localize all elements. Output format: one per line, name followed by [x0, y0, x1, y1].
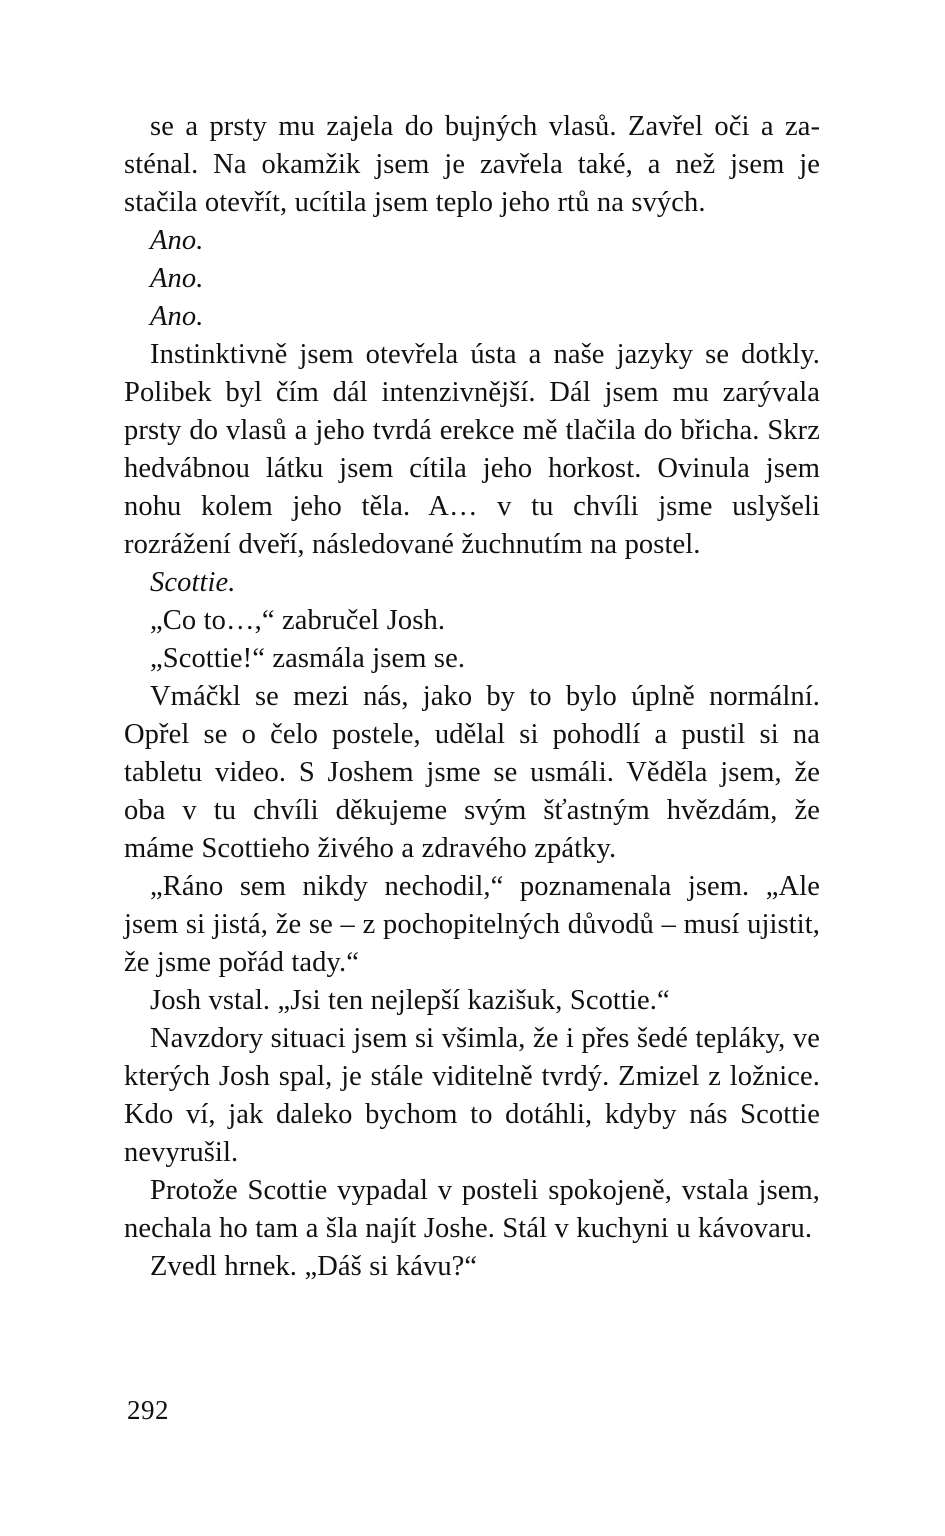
- paragraph: Vmáčkl se mezi nás, jako by to bylo úplně normální. Opřel se o čelo postele, udělal si pohodlí a pustil si na tabletu video. S Joshem jsme se usmáli. Věděla jsem, že oba v tu chvíli děkujeme svým šťastným hvězdám, že máme Scottieho živého a zdravého zpátky.: [124, 681, 820, 864]
- paragraph: Ano.: [150, 263, 204, 294]
- paragraph: „Scottie!“ zasmála jsem se.: [150, 643, 466, 674]
- paragraph: se a prsty mu zajela do bujných vlasů. Zavřel oči a zasténal. Na okamžik jsem je zavřela také, a než jsem je stačila otevřít, ucítila jsem teplo jeho rtů na svých.: [124, 111, 820, 218]
- paragraph: „Ráno sem nikdy nechodil,“ poznamenala jsem. „Ale jsem si jistá, že se – z pochopitelných důvodů – musí ujistit, že jsme pořád tady.“: [124, 871, 820, 978]
- paragraph: Zvedl hrnek. „Dáš si kávu?“: [150, 1251, 478, 1282]
- paragraph: Ano.: [150, 301, 204, 332]
- paragraph: Navzdory situaci jsem si všimla, že i přes šedé tepláky, ve kterých Josh spal, je stále viditelně tvrdý. Zmizel z ložnice. Kdo ví, jak daleko bychom to dotáhli, kdyby nás Scottie nevyrušil.: [124, 1023, 820, 1168]
- paragraph: Scottie.: [150, 567, 236, 598]
- body-text-block: [124, 108, 820, 1286]
- paragraph: Josh vstal. „Jsi ten nejlepší kazišuk, Scottie.“: [150, 985, 670, 1016]
- paragraph: Ano.: [150, 225, 204, 256]
- paragraph: Protože Scottie vypadal v posteli spokojeně, vstala jsem, nechala ho tam a šla najít Joshe. Stál v kuchyni u kávovaru.: [124, 1175, 820, 1244]
- page-number: 292: [127, 1395, 169, 1425]
- paragraph: Instinktivně jsem otevřela ústa a naše jazyky se dotkly. Polibek byl čím dál intenzivnější. Dál jsem mu zarývala prsty do vlasů a jeho tvrdá erekce mě tlačila do břicha. Skrz hedvábnou látku jsem cítila jeho horkost. Ovinula jsem nohu kolem jeho těla. A… v tu chvíli jsme uslyšeli rozrážení dveří, následované žuchnutím na postel.: [124, 339, 820, 560]
- paragraph: „Co to…,“ zabručel Josh.: [150, 605, 446, 636]
